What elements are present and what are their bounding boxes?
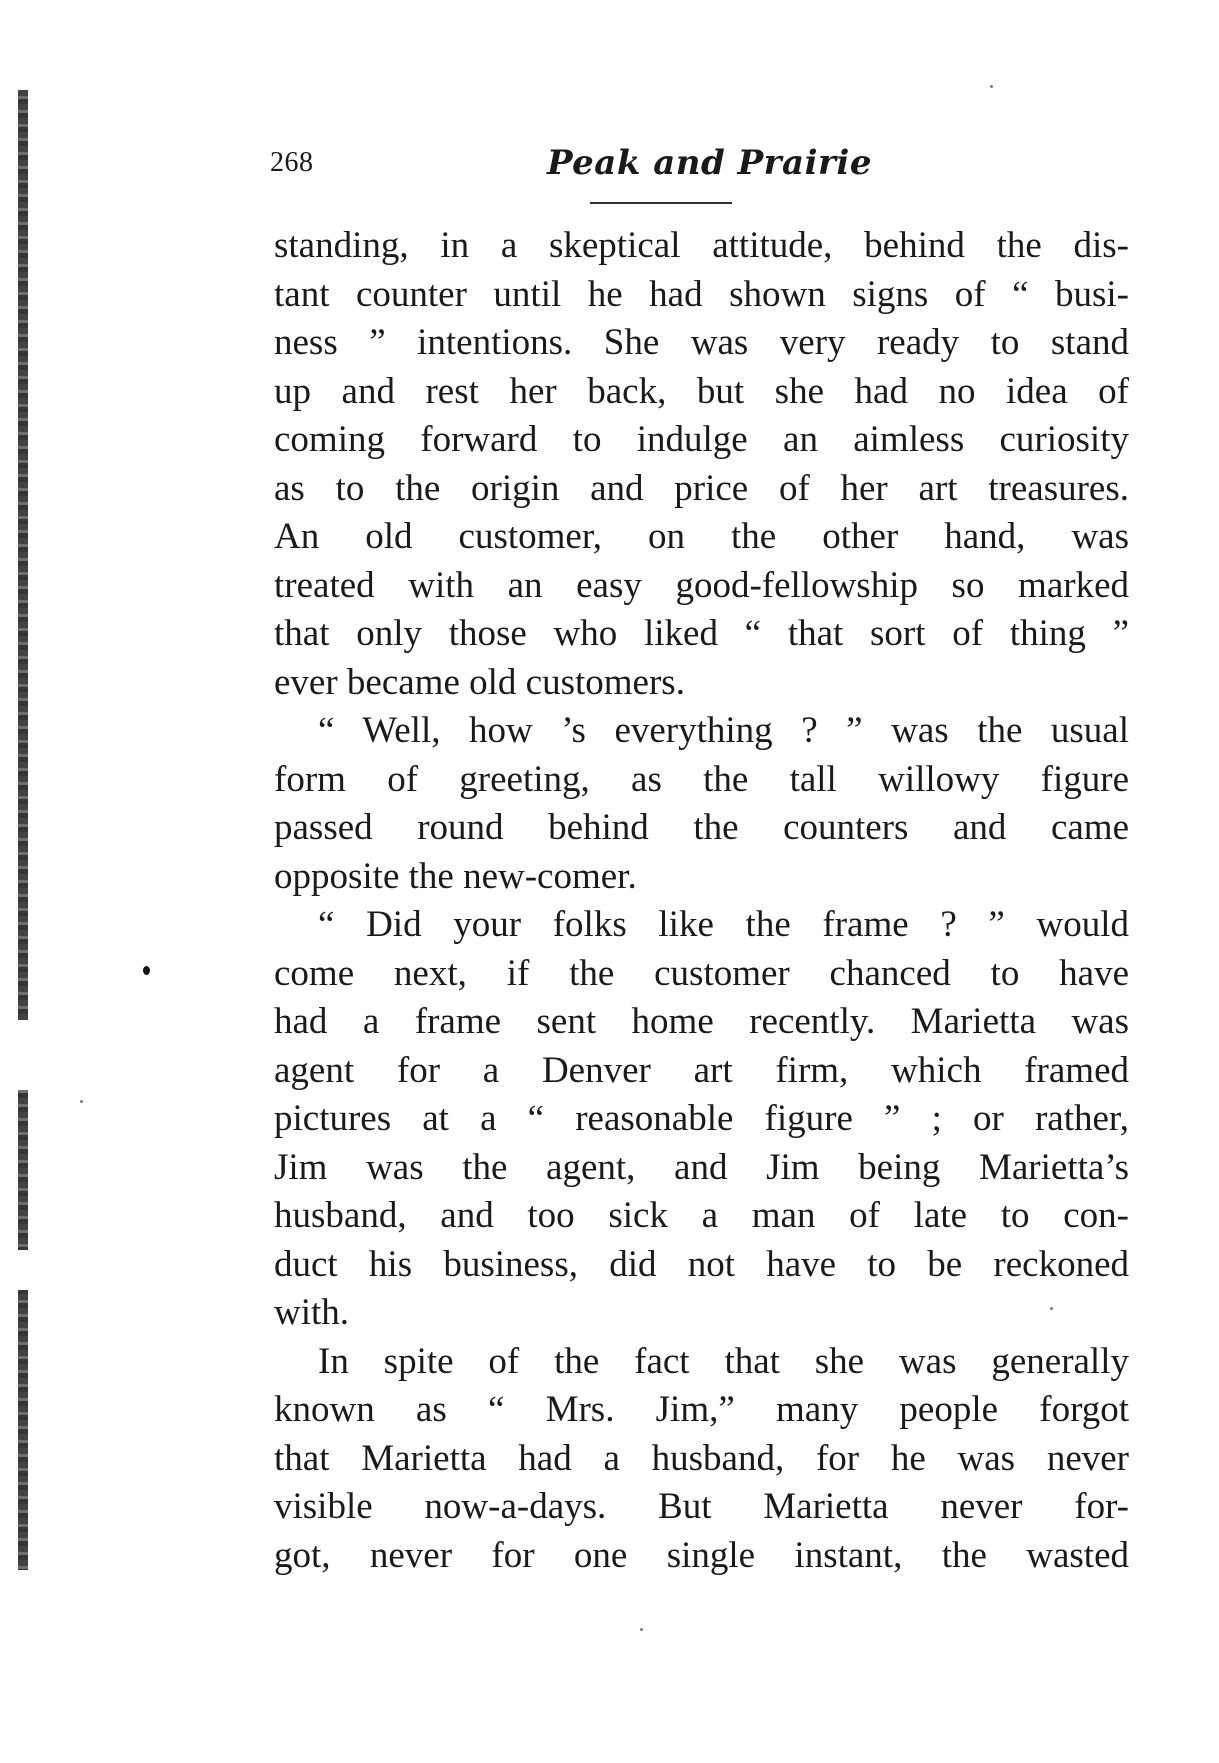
- text-line: that Marietta had a husband, for he was never: [274, 1437, 1129, 1479]
- text-line: “ Well, how ’s everything ? ” was the usual: [318, 710, 1129, 751]
- text-line: come next, if the customer chanced to have: [274, 952, 1129, 994]
- text-line: ness ” intentions. She was very ready to stand: [274, 322, 1129, 363]
- binding-gap: [18, 1020, 28, 1090]
- text-line: up and rest her back, but she had no idea of: [274, 370, 1129, 412]
- page-number: 268: [270, 147, 314, 178]
- text-line: agent for a Denver art firm, which framed: [274, 1049, 1129, 1091]
- text-line: An old customer, on the other hand, was: [274, 516, 1129, 557]
- text-line: ever became old customers.: [274, 661, 685, 703]
- text-line: passed round behind the counters and came: [274, 807, 1129, 848]
- text-line: known as “ Mrs. Jim,” many people forgot: [274, 1389, 1129, 1430]
- text-line: pictures at a “ reasonable figure ” ; or rather,: [274, 1098, 1129, 1139]
- text-line: got, never for one single instant, the wasted: [274, 1534, 1129, 1576]
- page-header: [270, 143, 1130, 191]
- speck: [80, 1100, 83, 1103]
- text-line: that only those who liked “ that sort of thing ”: [274, 613, 1129, 654]
- header-rule: [590, 202, 732, 204]
- text-line: “ Did your folks like the frame ? ” would: [318, 904, 1129, 945]
- text-line: visible now-a-days. But Marietta never for-: [274, 1486, 1129, 1527]
- text-line: Jim was the agent, and Jim being Marietta’s: [274, 1146, 1129, 1188]
- text-line: treated with an easy good-fellowship so marked: [274, 564, 1129, 606]
- ink-spot: [143, 966, 150, 975]
- text-line: duct his business, did not have to be reckoned: [274, 1243, 1129, 1285]
- text-line: had a frame sent home recently. Marietta was: [274, 1001, 1129, 1042]
- text-line: husband, and too sick a man of late to con-: [274, 1195, 1129, 1236]
- page-binding-edge: [18, 90, 28, 1570]
- running-title: Peak and Prairie: [547, 143, 872, 183]
- body-text: [274, 222, 1129, 1580]
- text-line: coming forward to indulge an aimless curiosity: [274, 419, 1129, 460]
- text-line: form of greeting, as the tall willowy figure: [274, 758, 1129, 800]
- speck: [640, 1628, 643, 1631]
- text-line: as to the origin and price of her art treasures.: [274, 467, 1129, 509]
- speck: [990, 85, 993, 88]
- text-line: with.: [274, 1292, 350, 1333]
- text-line: In spite of the fact that she was generally: [318, 1340, 1129, 1382]
- text-line: tant counter until he had shown signs of “ busi-: [274, 273, 1129, 315]
- binding-gap: [18, 1250, 28, 1290]
- text-line: opposite the new-comer.: [274, 855, 637, 897]
- text-line: standing, in a skeptical attitude, behind the dis-: [274, 225, 1129, 266]
